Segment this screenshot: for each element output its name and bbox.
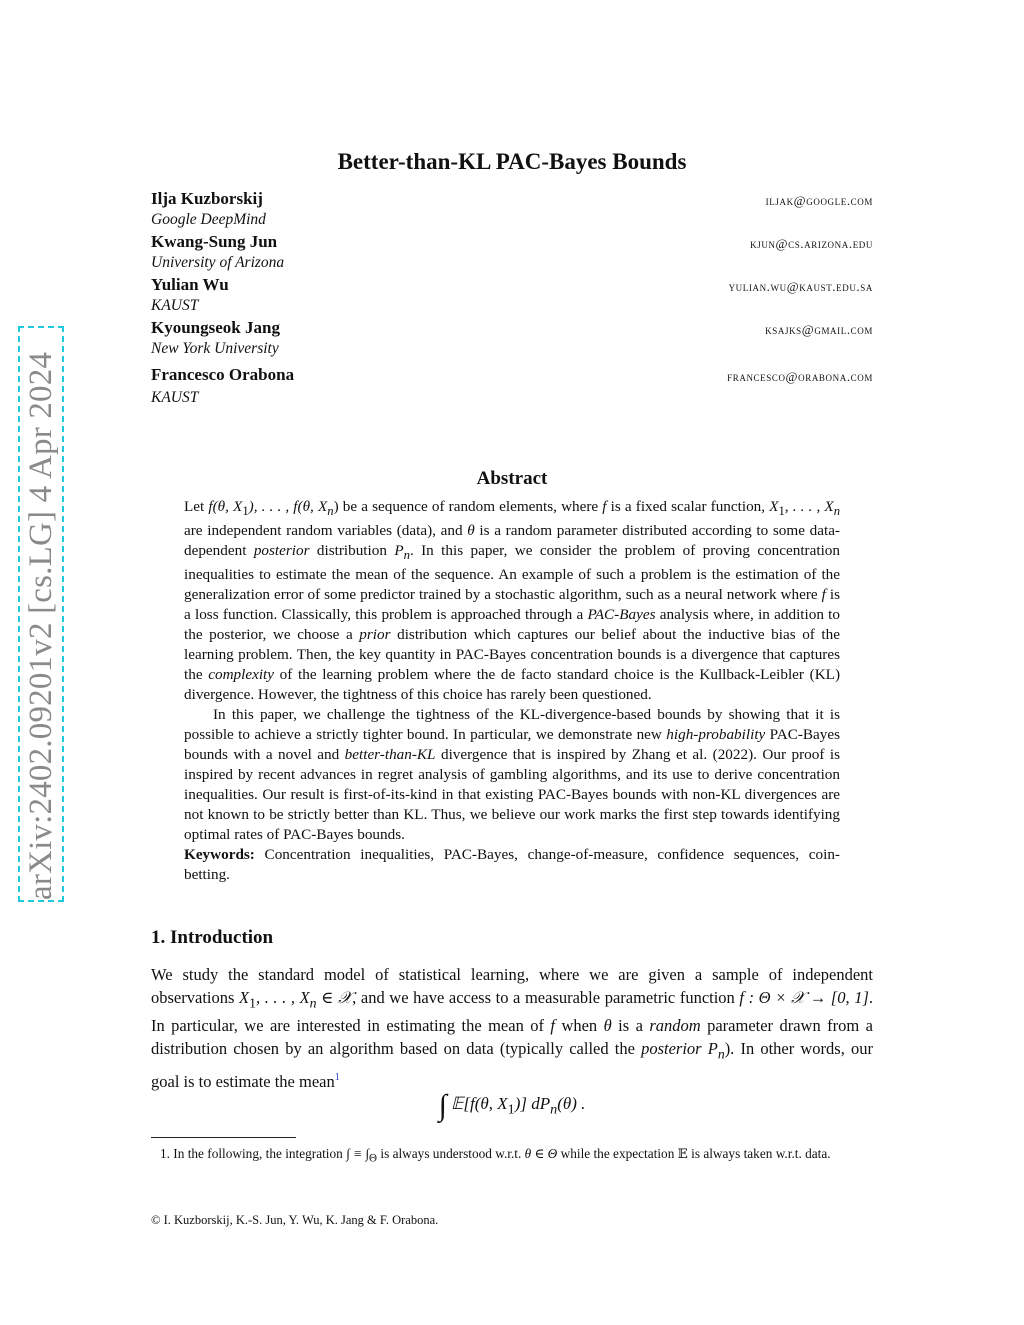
footnote-marker[interactable]: 1 bbox=[334, 1071, 340, 1083]
author-email: francesco@orabona.com bbox=[727, 369, 873, 384]
footnote: 1. In the following, the integration ∫ ≡ $\int_\Theta$ is always understood w.r.t. θ ∈ Θ while the expectation 𝔼 is always taken w.r.t. data. bbox=[160, 1146, 831, 1165]
author-email: yulian.wu@kaust.edu.sa bbox=[728, 279, 873, 294]
abstract-body bbox=[184, 497, 840, 885]
author-block bbox=[151, 365, 873, 409]
author-block bbox=[151, 189, 873, 233]
author-name: Francesco Orabona bbox=[151, 365, 295, 384]
introduction-paragraph: We study the standard model of statistical learning, where we are given a sample of independent observations $X_1$, . . . , $X_n$ ∈ 𝒳, and we have access to a measurable parametric function f : Θ × 𝒳 → [0, 1]. In particular, we are interested in estimating the mean of f when θ is a random parameter drawn from a distribution chosen by an algorithm based on data (typically called the posterior $P_n$). In other words, our goal is to estimate the mean$^1$ bbox=[151, 965, 873, 1091]
author-email: ksajks@gmail.com bbox=[765, 322, 873, 337]
author-name: Kyoungseok Jang bbox=[151, 318, 280, 337]
author-email: iljak@google.com bbox=[765, 193, 873, 208]
abstract-paragraph: In this paper, we challenge the tightness of the KL-divergence-based bounds by showing that it is possible to achieve a strictly tighter bound. In particular, we demonstrate new high-probability PAC-Bayes bounds with a novel and better-than-KL divergence that is inspired by Zhang et al. (2022). Our proof is inspired by recent advances in regret analysis of gambling algorithms, and its use to derive concentration inequalities. Our result is first-of-its-kind in that existing PAC-Bayes bounds with non-KL divergences are not known to be strictly better than KL. Thus, we believe our work marks the first step towards identifying optimal rates of PAC-Bayes bounds. bbox=[184, 706, 841, 844]
author-block bbox=[151, 318, 873, 362]
author-affiliation: KAUST bbox=[151, 297, 199, 314]
footnote-divider bbox=[151, 1137, 296, 1138]
paper-title: Better-than-KL PAC-Bayes Bounds bbox=[337, 149, 687, 174]
author-block bbox=[151, 275, 873, 319]
arxiv-identifier: arXiv:2402.09201v2 [cs.LG] 4 Apr 2024 bbox=[23, 351, 59, 900]
author-name: Kwang-Sung Jun bbox=[151, 232, 278, 251]
author-block bbox=[151, 232, 873, 276]
author-affiliation: University of Arizona bbox=[151, 254, 285, 271]
display-equation: ∫ 𝔼[f(θ, $X_1$)] $dP_n(\theta)$ . bbox=[438, 1089, 586, 1122]
author-name: Yulian Wu bbox=[151, 275, 229, 294]
abstract-paragraph: Let f(θ, $X_1$), . . . , f(θ, $X_n$) be a sequence of random elements, where f is a fixed scalar function, $X_1$, . . . , $X_n$ are independent random variables (data), and θ is a random parameter distributed according to some data-dependent posterior distribution $P_n$. In this paper, we consider the problem of proving concentration inequalities to estimate the mean of the sequence. An example of such a problem is the estimation of the generalization error of some predictor trained by a stochastic algorithm, such as a neural network where f is a loss function. Classically, this problem is approached through a PAC-Bayes analysis where, in addition to the posterior, we choose a prior distribution which captures our belief about the inductive bias of the learning problem. Then, the key quantity in PAC-Bayes concentration bounds is a divergence that captures the complexity of the learning problem where the de facto standard choice is the Kullback-Leibler (KL) divergence. However, the tightness of this choice has rarely been questioned. bbox=[184, 498, 841, 704]
section-heading: 1. Introduction bbox=[151, 927, 274, 948]
author-name: Ilja Kuzborskij bbox=[151, 189, 263, 208]
author-email: kjun@cs.arizona.edu bbox=[750, 236, 873, 251]
keywords bbox=[184, 845, 840, 885]
author-affiliation: New York University bbox=[151, 340, 279, 357]
author-affiliation: Google DeepMind bbox=[151, 211, 266, 228]
abstract-heading: Abstract bbox=[476, 468, 548, 489]
copyright-line: © I. Kuzborskij, K.-S. Jun, Y. Wu, K. Jang & F. Orabona. bbox=[151, 1213, 439, 1227]
keywords-text: Concentration inequalities, PAC-Bayes, change-of-measure, confidence sequences, coin-betting. bbox=[184, 846, 840, 884]
author-affiliation: KAUST bbox=[151, 389, 199, 406]
keywords-label: Keywords: bbox=[184, 846, 255, 864]
